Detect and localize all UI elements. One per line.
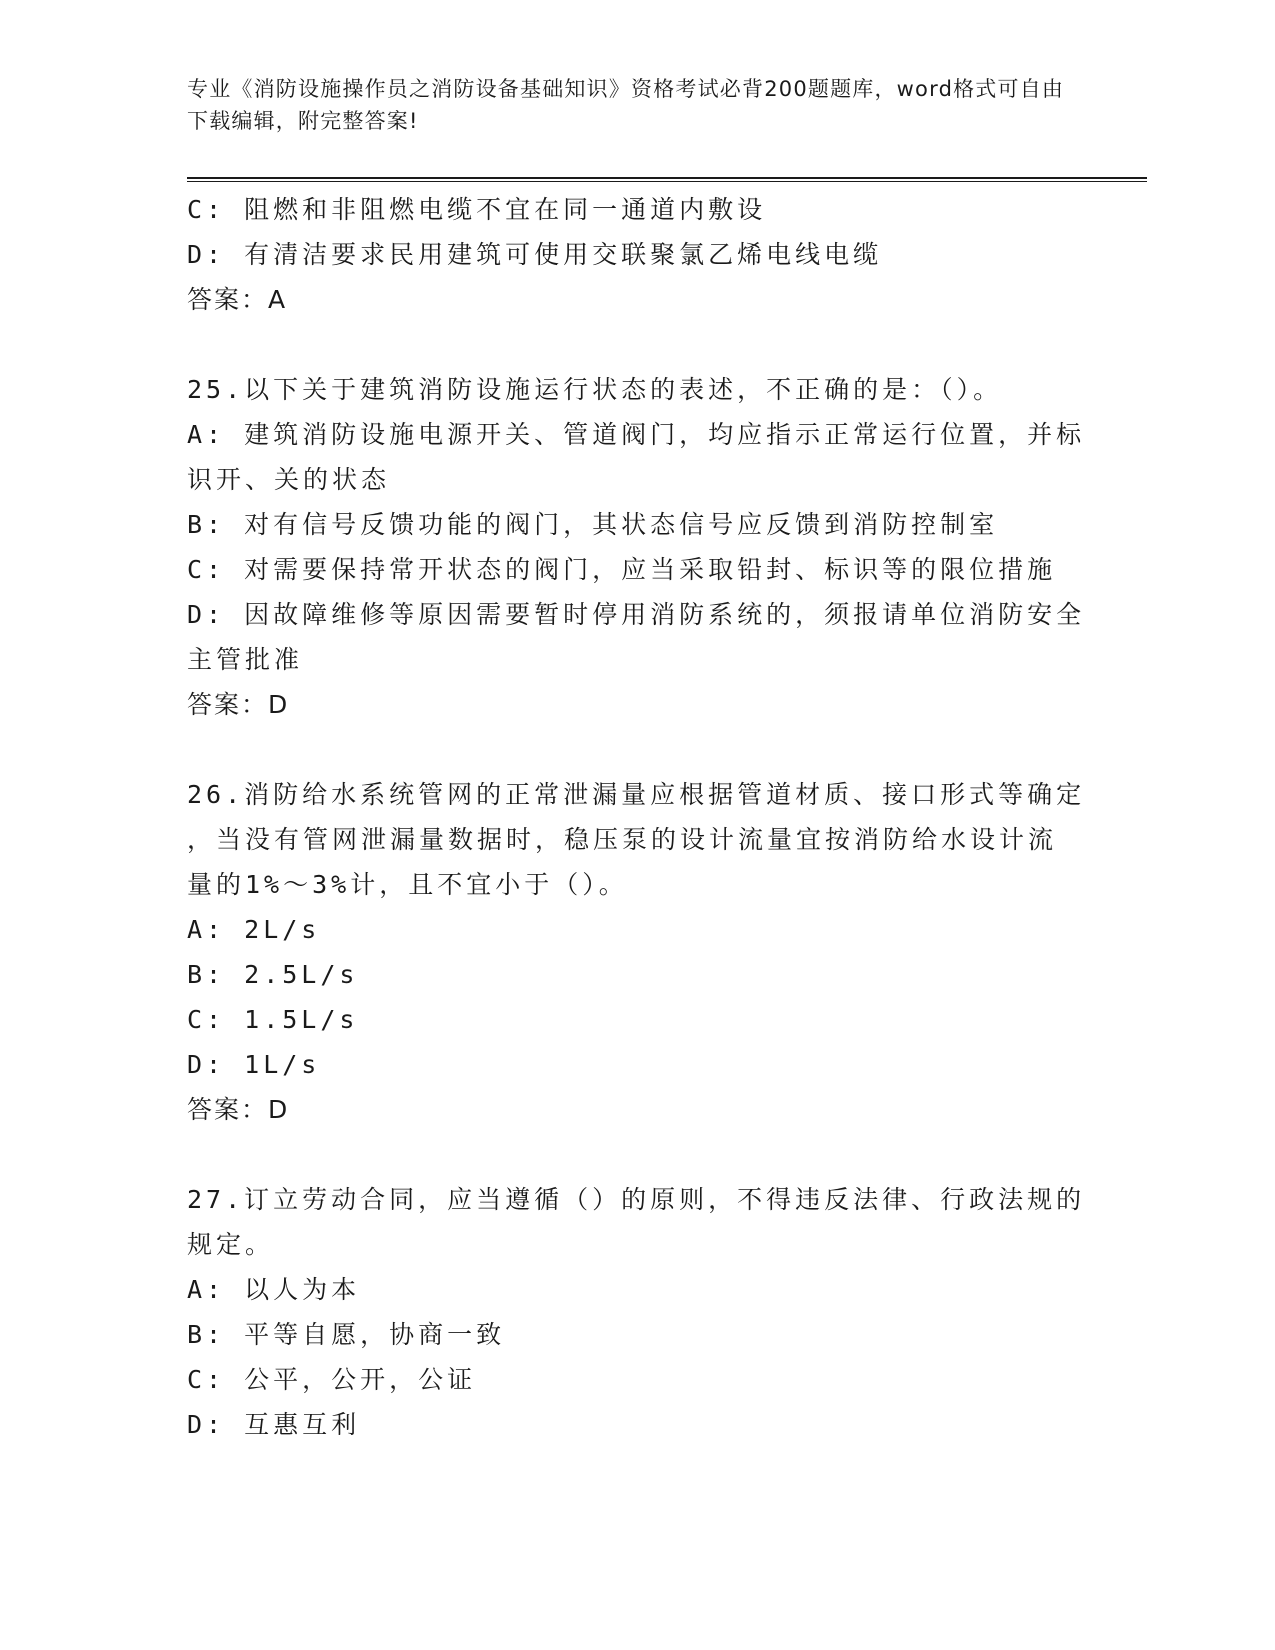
option-d: D: 1L/s: [187, 1050, 321, 1079]
question-stem-continued: 量的1%～3%计，且不宜小于（）。: [187, 870, 628, 899]
document-body: [187, 187, 1086, 1447]
question-24-continuation: [187, 187, 1067, 322]
answer-label: 答案：D: [187, 690, 290, 719]
question-26: [187, 772, 1086, 1132]
question-25: [187, 367, 1086, 727]
option-b: B: 对有信号反馈功能的阀门，其状态信号应反馈到消防控制室: [187, 510, 999, 539]
question-stem: 27.订立劳动合同，应当遵循（）的原则，不得违反法律、行政法规的: [187, 1185, 1086, 1214]
spacer: [187, 727, 1067, 772]
option-c: C: 阻燃和非阻燃电缆不宜在同一通道内敷设: [187, 195, 767, 224]
option-b: B: 2.5L/s: [187, 960, 359, 989]
answer-label: 答案：A: [187, 285, 288, 314]
spacer: [187, 1132, 1067, 1177]
header-divider-thick: [187, 177, 1147, 179]
option-d: D: 因故障维修等原因需要暂时停用消防系统的，须报请单位消防安全: [187, 600, 1086, 629]
option-a: A: 2L/s: [187, 915, 321, 944]
option-d: D: 互惠互利: [187, 1410, 361, 1439]
question-stem-continued: 规定。: [187, 1230, 275, 1259]
option-b: B: 平等自愿，协商一致: [187, 1320, 506, 1349]
document-header: 专业《消防设施操作员之消防设备基础知识》资格考试必背200题题库，word格式可自由下载编辑，附完整答案!: [187, 77, 1065, 133]
option-d: D: 有清洁要求民用建筑可使用交联聚氯乙烯电线电缆: [187, 240, 883, 269]
option-c: C: 1.5L/s: [187, 1005, 359, 1034]
question-27: [187, 1177, 1086, 1447]
option-a: A: 以人为本: [187, 1275, 361, 1304]
answer-label: 答案：D: [187, 1095, 290, 1124]
question-stem: 26.消防给水系统管网的正常泄漏量应根据管道材质、接口形式等确定: [187, 780, 1086, 809]
option-c: C: 对需要保持常开状态的阀门，应当采取铅封、标识等的限位措施: [187, 555, 1057, 584]
option-d-continued: 主管批准: [187, 645, 304, 674]
option-c: C: 公平，公开，公证: [187, 1365, 477, 1394]
question-stem: 25.以下关于建筑消防设施运行状态的表述，不正确的是：（）。: [187, 375, 1003, 404]
spacer: [187, 322, 1067, 367]
option-a: A: 建筑消防设施电源开关、管道阀门，均应指示正常运行位置，并标: [187, 420, 1086, 449]
question-stem-continued: ，当没有管网泄漏量数据时，稳压泵的设计流量宜按消防给水设计流: [187, 825, 1058, 854]
header-divider-thin: [187, 181, 1147, 182]
option-a-continued: 识开、关的状态: [187, 465, 391, 494]
